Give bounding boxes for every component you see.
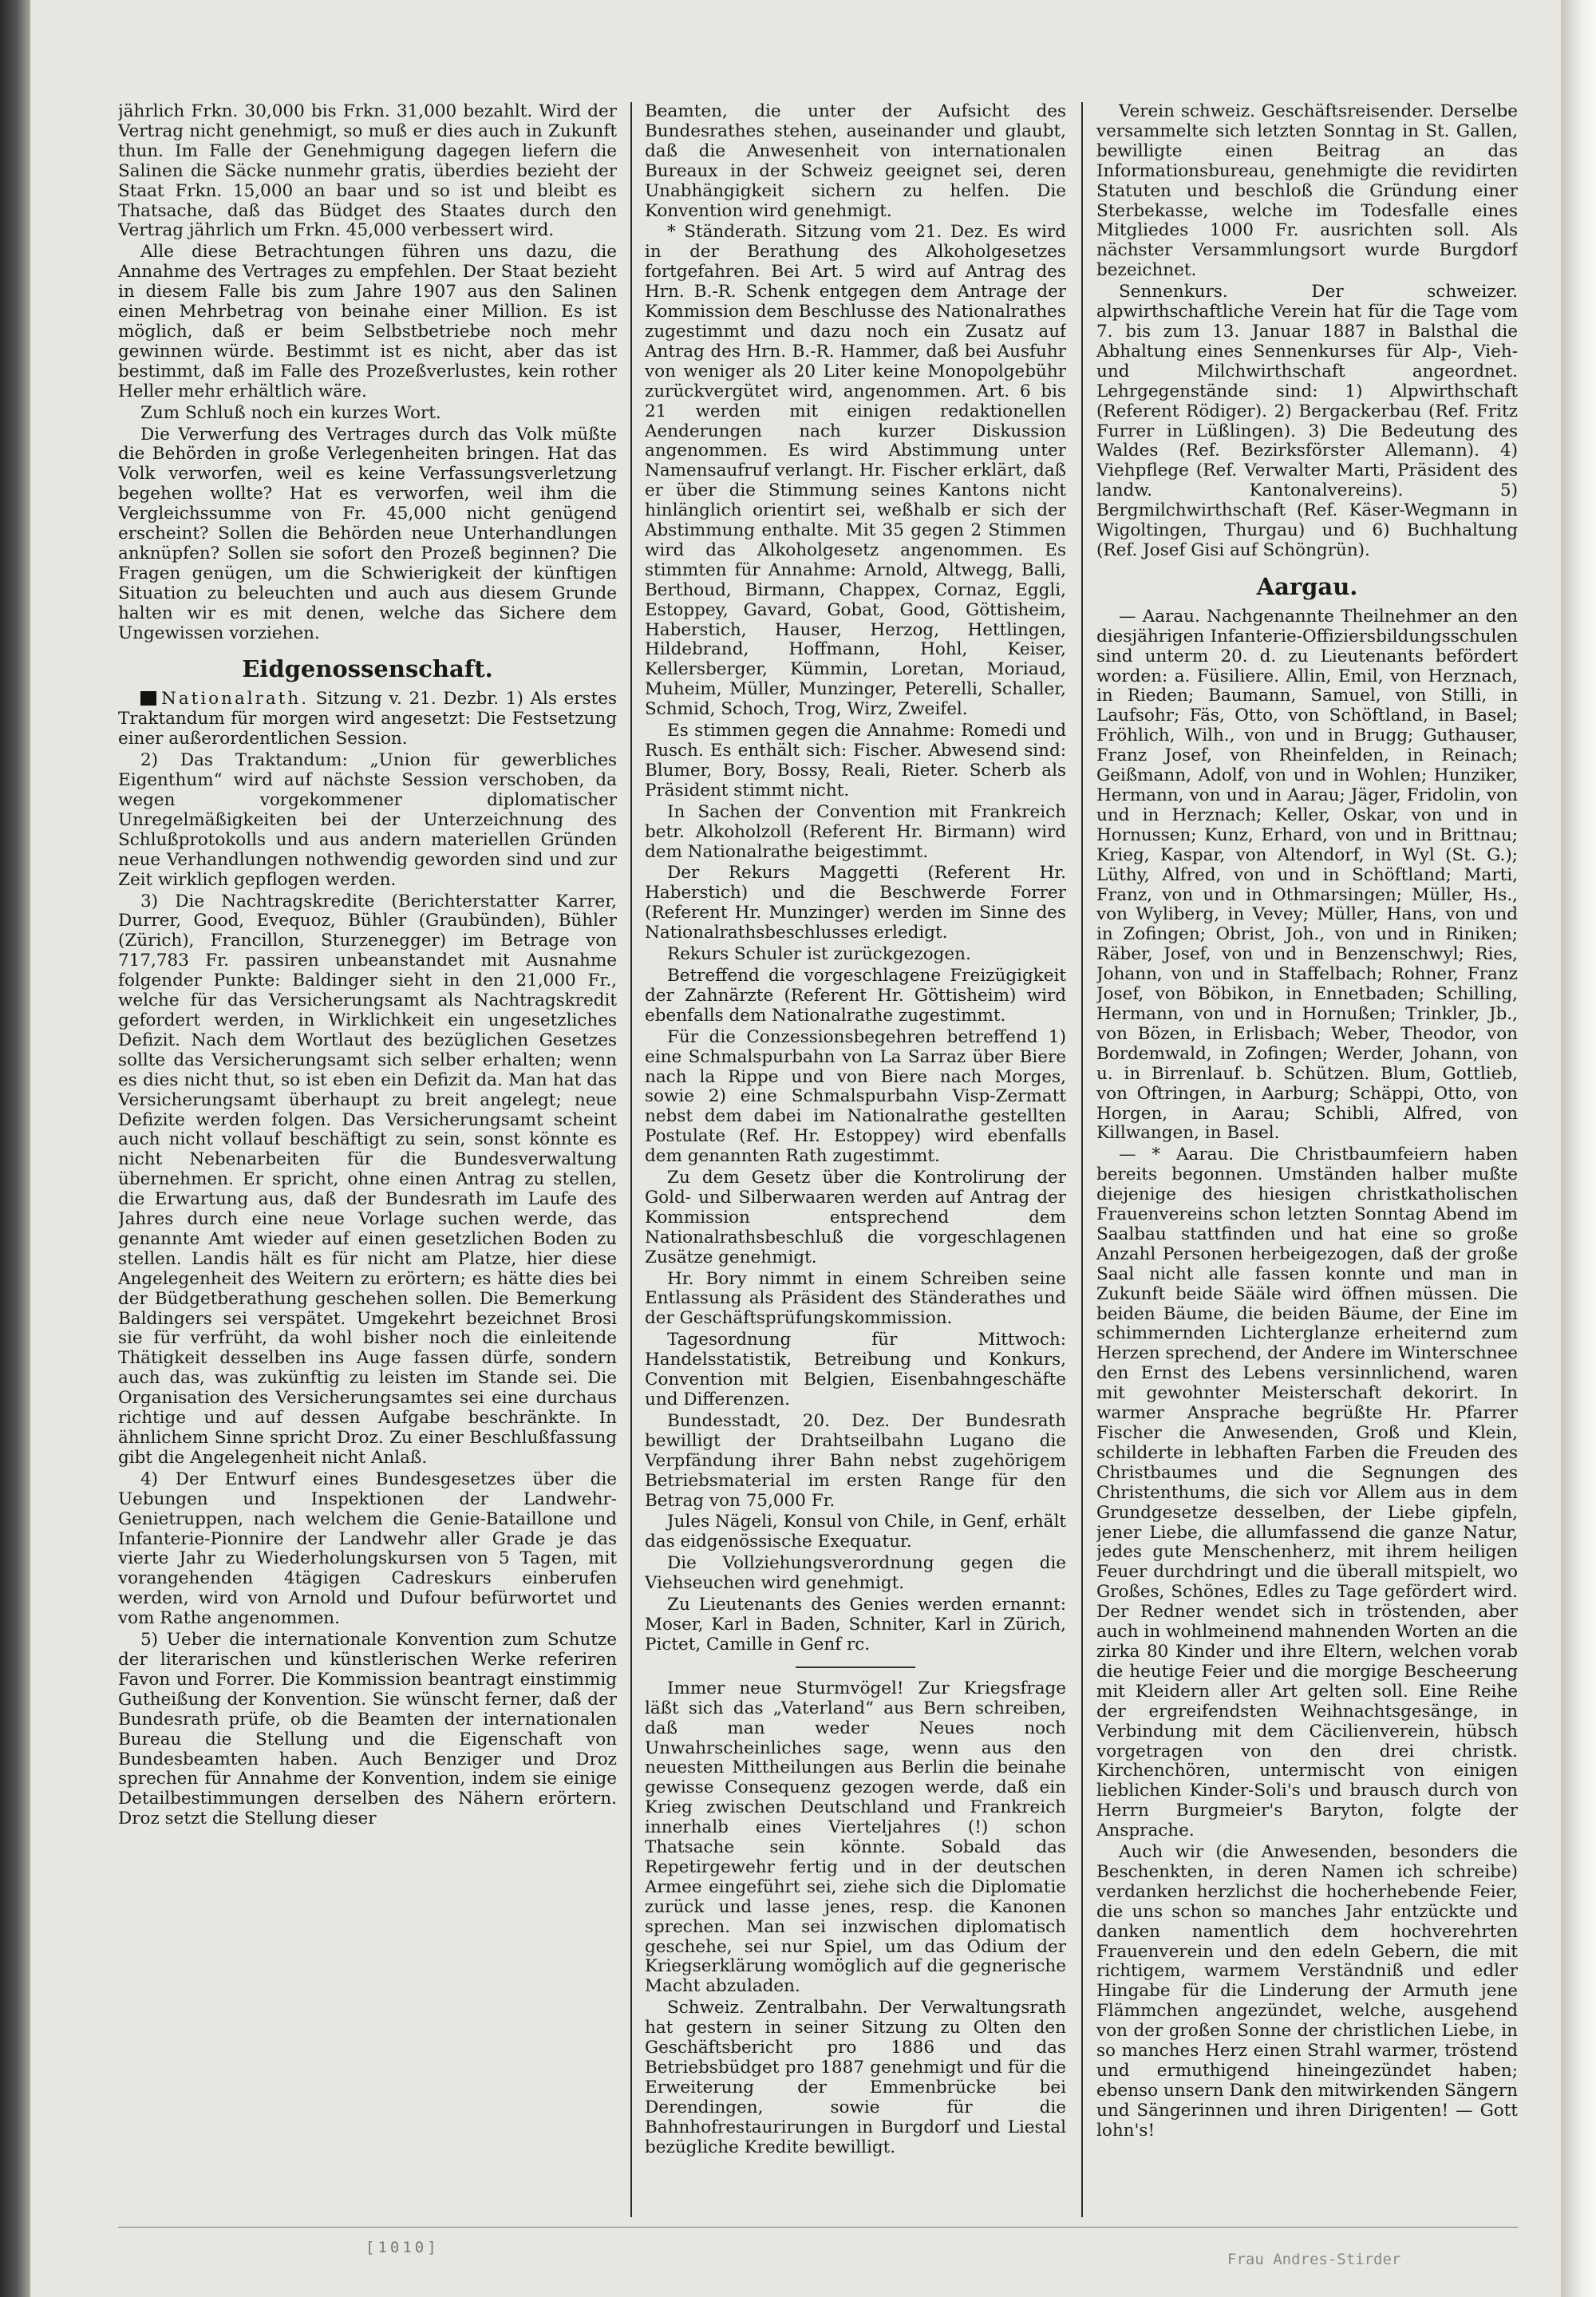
article-staenderath-zahnaerzte: Betreffend die vorgeschlagene Freizügigkeit der Zahnärzte (Referent Hr. Göttisheim) wird ebenfalls dem Nationalrathe zugestimmt. (645, 965, 1066, 1026)
column-right (1096, 102, 1518, 2225)
article-konvention-end: Beamten, die unter der Aufsicht des Bundesrathes stehen, auseinander und glaubt, daß die Anwesenheit von internationalen Bureaux in der Schweiz geeignet sei, deren Unabhängigkeit sichern zu helfen. Die Konvention wird genehmigt. (645, 102, 1066, 221)
nationalrath-label: Nationalrath. (161, 689, 310, 710)
article-nationalrath-union: 2) Das Traktandum: „Union für gewerbliches Eigenthum“ wird auf nächste Session verschoben, da wegen vorgekommener diplomatischer Unregelmäßigkeiten bei der Unterzeichnung des Schlußprotokolls und aus andern materiellen Gründen neue Verhandlungen nothwendig geworden sind und zur Zeit wirklich gepflogen werden. (118, 750, 617, 890)
article-divider (796, 1666, 915, 1668)
article-staenderath-rekurs-schuler: Rekurs Schuler ist zurückgezogen. (667, 944, 971, 965)
article-sturmvoegel: Immer neue Sturmvögel! Zur Kriegsfrage läßt sich das „Vaterland“ aus Bern schreiben, daß man weder Neues noch Unwahrscheinliches sage, wenn aus den neuesten Mittheilungen aus Berlin die beinahe gewisse Consequenz gezogen werde, daß ein Krieg zwischen Deutschland und Frankreich innerhalb eines Vierteljahres (!) schon Thatsache sein könnte. Sobald das Repetirgewehr fertig und in der deutschen Armee eingeführt sei, ziehe sich die Diplomatie zurück und lasse jenes, resp. die Kanonen sprechen. Man sei inzwischen diplomatisch geschehe, sei nur Spiel, um das Odium der Kriegserklärung womöglich auf die gegnerische Macht abzuladen. (645, 1678, 1066, 1997)
column-left (118, 102, 617, 2225)
footer-faint-mark: [1010] (365, 2239, 440, 2256)
section-marker-icon (140, 691, 156, 706)
scan-binding-edge (0, 0, 30, 2297)
article-staenderath-alkoholzoll: In Sachen der Convention mit Frankreich betr. Alkoholzoll (Referent Hr. Birmann) wird dem Nationalrathe beigestimmt. (645, 801, 1066, 862)
article-bundesstadt-viehseuchen: Die Vollziehungsverordnung gegen die Viehseuchen wird genehmigt. (645, 1553, 1066, 1594)
footer-faint-text: Frau Andres-Stirder (1227, 2251, 1401, 2268)
article-aarau-christbaum: — * Aarau. Die Christbaumfeiern haben bereits begonnen. Umständen halber mußte diejenige des hiesigen christkatholischen Frauenvereins schon letzten Sonntag Abend im Saalbau stattfinden und hat eine so große Anzahl Personen herbeigezogen, daß der große Saal nicht alle fassen konnte und man in Zukunft beide Sääle wird öffnen müssen. Die beiden Bäume, die beiden Bäume, der Eine im schimmernden Lichterglanze erheiternd zum Herzen sprechend, der Andere im Winterschnee den Ernst des Lebens versinnlichend, waren mit gewohnter Meisterschaft dekorirt. In warmer Ansprache begrüßte Hr. Pfarrer Fischer die Anwesenden, Groß und Klein, schilderte in lebhaften Farben die Freuden des Christbaumes und die Segnungen des Christenthums, die sich vor Allem aus in dem Grundgesetze desselben, der Liebe gipfeln, jener Liebe, die allumfassend die ganze Natur, jedes gute Menschenherz, mit ihrem heiligen Feuer durchdringt und die überall mitspielt, wo Großes, Schönes, Edles zu Tage gefördert wird. Der Redner wendet sich in tröstenden, aber auch in wohlmeinend mahnenden Worten an die zirka 80 Kinder und ihre Eltern, welchen vorab die heutige Feier und die morgige Bescheerung mit Kleidern aller Art gelten soll. Eine Reihe der ergreifendsten Weihnachtsgesänge, in Verbindung mit dem Cäcilienverein, hübsch vorgetragen von den drei christk. Kirchenchören, untermischt von einigen lieblichen Kinder-Soli's und brausch durch von Herrn Burgmeier's Baryton, folgte der Ansprache. (1096, 1145, 1518, 1841)
page-bottom-rule (118, 2227, 1518, 2228)
article-staenderath-votes-against: Es stimmen gegen die Annahme: Romedi und Rusch. Es enthält sich: Fischer. Abwesend sind: Blumer, Bory, Bossy, Reali, Rieter. Scherb als Präsident stimmt nicht. (645, 721, 1066, 801)
article-sennenkurs: Sennenkurs. Der schweizer. alpwirthschaftliche Verein hat für die Tage vom 7. bis zum 13. Januar 1887 in Balsthal die Abhaltung eines Sennenkurses für Alp-, Vieh- und Milchwirthschaft angeordnet. Lehrgegenstände sind: 1) Alpwirthschaft (Referent Rödiger). 2) Bergackerbau (Ref. Fritz Furrer in Lüßlingen). 3) Die Bedeutung des Waldes (Ref. Bezirksförster Allemann). 4) Viehpflege (Ref. Verwalter Marti, Präsident des landw. Kantonalvereins). 5) Bergmilchwirthschaft (Ref. Käser-Wegmann in Wigoltingen, Thurgau) und 6) Buchhaltung (Ref. Josef Gisi auf Schöngrün). (1096, 282, 1518, 560)
scan-page-edge (1561, 0, 1596, 2297)
article-bundesstadt: Bundesstadt, 20. Dez. Der Bundesrath bewilligt der Drahtseilbahn Lugano die Verpfändung ihrer Bahn nebst zugehörigem Betriebsmaterial im ersten Range für den Betrag von 75,000 Fr. (645, 1410, 1066, 1511)
article-staenderath-bory: Hr. Bory nimmt in einem Schreiben seine Entlassung als Präsident des Ständerathes und der Geschäftsprüfungskommission. (645, 1268, 1066, 1329)
article-bundesstadt-lieutenants: Zu Lieutenants des Genies werden ernannt: Moser, Karl in Baden, Schniter, Karl in Zürich, Pictet, Camille in Genf rc. (645, 1595, 1066, 1655)
article-staenderath: * Ständerath. Sitzung vom 21. Dez. Es wird in der Berathung des Alkoholgesetzes fortgefahren. Bei Art. 5 wird auf Antrag des Hrn. B.-R. Schenk entgegen dem Antrage der Kommission dem Beschlusse des Nationalrathes zugestimmt und dazu noch ein Zusatz auf Antrag des Hrn. B.-R. Hammer, daß bei Ausfuhr von weniger als 20 Liter keine Monopolgebühr zurückvergütet wird, angenommen. Art. 6 bis 21 werden mit einigen redaktionellen Aenderungen nach kurzer Diskussion angenommen. Es wird Abstimmung unter Namensaufruf verlangt. Hr. Fischer erklärt, daß er über die Stimmung seines Kantons nicht hinlänglich orientirt sei, weßhalb er sich der Abstimmung enthalte. Mit 35 gegen 2 Stimmen wird das Alkoholgesetz angenommen. Es stimmten für Annahme: Arnold, Altwegg, Balli, Berthoud, Birmann, Chappex, Cornaz, Eggli, Estoppey, Gavard, Gobat, Good, Göttisheim, Haberstich, Hauser, Herzog, Hettlingen, Hildebrand, Hoffmann, Hohl, Keiser, Kellersberger, Kümmin, Loretan, Moriaud, Muheim, Müller, Munzinger, Peterelli, Schaller, Schmid, Schoch, Trog, Wirz, Zweifel. (645, 222, 1066, 720)
newspaper-page (30, 0, 1561, 2297)
nationalrath-text: Sitzung v. 21. Dezbr. 1) Als erstes Traktandum für morgen wird angesetzt: Die Festsetzung einer außerordentlichen Session. (118, 689, 617, 749)
article-staenderath-gold: Zu dem Gesetz über die Kontrolirung der Gold- und Silberwaaren werden auf Antrag der Kommission entsprechend dem Nationalrathsbeschluß die vorgeschlagenen Zusätze genehmigt. (645, 1168, 1066, 1267)
article-nationalrath-intro (118, 690, 617, 749)
section-heading-aargau: Aargau. (1256, 572, 1358, 600)
article-salinen-closing: Zum Schluß noch ein kurzes Wort. (140, 402, 441, 423)
article-aarau-dank: Auch wir (die Anwesenden, besonders die Beschenkten, in deren Namen ich schreibe) verdanken herzlichst die hocherhebende Feier, die uns schon so manches Jahr entzückte und danken namentlich dem hochverehrten Frauenverein und den edeln Gebern, die mit richtigem, warmem Verständniß und edler Hingabe für die Linderung der Armuth jene Flämmchen angezündet, welche, ausgehend von der großen Sonne der christlichen Liebe, in so manches Herz einen Strahl warmer, tröstend und ermuthigend hineingezündet haben; ebenso unsern Dank den mitwirkenden Sängern und Sängerinnen und ihren Dirigenten! — Gott lohn's! (1096, 1842, 1518, 2141)
column-rule-2 (1081, 102, 1083, 2217)
article-nationalrath-konvention: 5) Ueber die internationale Konvention zum Schutze der literarischen und künstlerischen Werke referiren Favon und Forrer. Die Kommission beantragt einstimmig Gutheißung der Konvention. Sie wünscht ferner, daß der Bundesrath prüfe, ob die Beamten der internationalen Bureau die Stellung und die Eigenschaft von Bundesbeamten haben. Auch Benziger und Droz sprechen für Annahme der Konvention, indem sie einige Detailbestimmungen derselben des Nähern erörtern. Droz setzt die Stellung dieser (118, 1630, 617, 1829)
article-salinen-end: jährlich Frkn. 30,000 bis Frkn. 31,000 bezahlt. Wird der Vertrag nicht genehmigt, so muß er dies auch in Zukunft thun. Im Falle der Genehmigung dagegen liefern die Salinen die Säcke nunmehr gratis, überdies bezieht der Staat Frkn. 15,000 an baar und so ist und bleibt es Thatsache, daß das Büdget des Staates durch den Vertrag jährlich um Frkn. 45,000 verbessert wird. (118, 102, 617, 241)
article-salinen-recommendation: Alle diese Betrachtungen führen uns dazu, die Annahme des Vertrages zu empfehlen. Der Staat bezieht in diesem Falle bis zum Jahre 1907 aus den Salinen einen Mehrbetrag von beinahe einer Million. Es ist möglich, daß er beim Selbstbetriebe noch mehr gewinnen würde. Bestimmt ist es nicht, aber das ist bestimmt, daß im Falle des Prozeßverlustes, kein rother Heller mehr erhältlich wäre. (118, 242, 617, 401)
article-salinen-questions: Die Verwerfung des Vertrages durch das Volk müßte die Behörden in große Verlegenheiten bringen. Hat das Volk verworfen, weil es keine Verfassungsverletzung begehen wollte? Hat es verworfen, weil ihm die Vergleichssumme von Fr. 45,000 nicht genügend erscheint? Sollen die Behörden neue Unterhandlungen anknüpfen? Sollen sie sofort den Prozeß beginnen? Die Fragen genügen, um die Schwierigkeit der künftigen Situation zu beleuchten und auch aus diesem Grunde halten wir es mit denen, welche das Sichere dem Ungewissen vorziehen. (118, 424, 617, 643)
article-zentralbahn: Schweiz. Zentralbahn. Der Verwaltungsrath hat gestern in seiner Sitzung zu Olten den Geschäftsbericht pro 1886 und das Betriebsbüdget pro 1887 genehmigt und für die Erweiterung der Emmenbrücke bei Derendingen, sowie für die Bahnhofrestaurirungen in Burgdorf und Liestal bezügliche Kredite bewilligt. (645, 1998, 1066, 2157)
column-middle (645, 102, 1066, 2225)
article-staenderath-tagesordnung: Tagesordnung für Mittwoch: Handelsstatistik, Betreibung und Konkurs, Convention mit Belgien, Eisenbahngeschäfte und Differenzen. (645, 1330, 1066, 1409)
article-aarau-lieutenants: — Aarau. Nachgenannte Theilnehmer an den diesjährigen Infanterie-Offiziersbildungsschulen sind unterm 20. d. zu Lieutenants befördert worden: a. Füsiliere. Allin, Emil, von Herznach, in Rieden; Baumann, Samuel, von Stilli, in Laufsohr; Fäs, Otto, von Schöftland, in Basel; Fröhlich, Wilh., von und in Brugg; Guthauser, Franz Josef, von Rheinfelden, in Reinach; Geißmann, Adolf, von und in Wohlen; Hunziker, Hermann, von und in Aarau; Jäger, Fridolin, von und in Herznach; Keller, Oskar, von und in Hornussen; Kunz, Erhard, von und in Brittnau; Krieg, Kaspar, von Altendorf, in Wyl (St. G.); Lüthy, Alfred, von und in Schöftland; Marti, Franz, von und in Othmarsingen; Müller, Hs., von Wyliberg, in Vevey; Müller, Hans, von und in Zofingen; Obrist, Joh., von und in Riniken; Räber, Josef, von und in Benzenschwyl; Ries, Johann, von und in Staffelbach; Rohner, Franz Josef, von Böbikon, in Ennetbaden; Schilling, Hermann, von und in Hornußen; Trinkler, Jb., von Bözen, in Erlisbach; Weber, Theodor, von Bordemwald, in Zofingen; Werder, Johann, von u. in Birrenlauf. b. Schützen. Blum, Gottlieb, von Oftringen, in Aarburg; Schäppi, Otto, von Horgen, in Aarau; Schibli, Alfred, von Killwangen, in Basel. (1096, 606, 1518, 1144)
article-nationalrath-nachtragskredite: 3) Die Nachtragskredite (Berichterstatter Karrer, Durrer, Good, Evequoz, Bühler (Graubünden), Bühler (Zürich), Francillon, Sturzenegger) im Betrage von 717,783 Fr. passiren unbeanstandet mit Ausnahme folgender Punkte: Baldinger sieht in den 21,000 Fr., welche für das Versicherungsamt als Nachtragskredit gefordert werden, in Wirklichkeit ein ungesetzliches Defizit. Nach dem Wortlaut des bezüglichen Gesetzes sollte das Versicherungsamt sich selber erhalten; wenn es dies nicht thut, so ist eben ein Defizit da. Man hat das Versicherungsamt überhaupt zu breit angelegt; neue Defizite werden folgen. Das Versicherungsamt scheint auch nicht vollauf beschäftigt zu sein, sonst könnte es nicht Nebenarbeiten für die Bundesverwaltung übernehmen. Er spricht, ohne einen Antrag zu stellen, die Erwartung aus, daß der Bundesrath im Laufe des Jahres durch eine neue Vorlage suchen werde, das genannte Amt wieder auf einen gesetzlichen Boden zu stellen. Landis hält es für nicht am Platze, hier diese Angelegenheit des Weitern zu erörtern; es hätte dies bei der Büdgetberathung geschehen sollen. Die Bemerkung Baldingers sei verspätet. Umgekehrt bezeichnet Brosi sie für verfrüht, da wohl bisher noch die einleitende Thätigkeit desselben ins Auge fassen dürfe, sondern auch das, was zukünftig zu leisten im Stande sei. Die Organisation des Versicherungsamtes sei eine durchaus richtige und auf dessen Aufgabe beschränkte. In ähnlichem Sinne spricht Droz. Zu einer Beschlußfassung gibt die Angelegenheit nicht Anlaß. (118, 891, 617, 1468)
section-heading-eidgenossenschaft: Eidgenossenschaft. (242, 655, 493, 683)
article-nationalrath-landwehr: 4) Der Entwurf eines Bundesgesetzes über die Uebungen und Inspektionen der Landwehr-Genietruppen, nach welchem die Genie-Bataillone und Infanterie-Pionnire der Landwehr aller Grade je das vierte Jahr zu Wiederholungskursen von 5 Tagen, mit vorangehenden 4tägigen Cadreskurs einberufen werden, wird von Arnold und Dufour befürwortet und vom Rathe angenommen. (118, 1469, 617, 1629)
article-staenderath-rekurs-maggetti: Der Rekurs Maggetti (Referent Hr. Haberstich) und die Beschwerde Forrer (Referent Hr. Munzinger) werden im Sinne des Nationalrathsbeschlusses erledigt. (645, 863, 1066, 943)
article-bundesstadt-naegeli: Jules Nägeli, Konsul von Chile, in Genf, erhält das eidgenössische Exequatur. (645, 1512, 1066, 1552)
column-rule-1 (630, 102, 632, 2217)
article-geschaeftsreisende: Verein schweiz. Geschäftsreisender. Derselbe versammelte sich letzten Sonntag in St. Gallen, bewilligte einen Beitrag an das Informationsbureau, genehmigte die revidirten Statuten und beschloß die Gründung einer Sterbekasse, welche im Todesfalle eines Mitgliedes 1000 Fr. ausrichten soll. Als nächster Versammlungsort wurde Burgdorf bezeichnet. (1096, 102, 1518, 281)
article-staenderath-conzession: Für die Conzessionsbegehren betreffend 1) eine Schmalspurbahn von La Sarraz über Biere nach la Rippe und von Biere nach Morges, sowie 2) eine Schmalspurbahn Visp-Zermatt nebst dem dabei im Nationalrathe gestellten Postulate (Ref. Hr. Estoppey) wird ebenfalls dem genannten Rath zugestimmt. (645, 1026, 1066, 1167)
